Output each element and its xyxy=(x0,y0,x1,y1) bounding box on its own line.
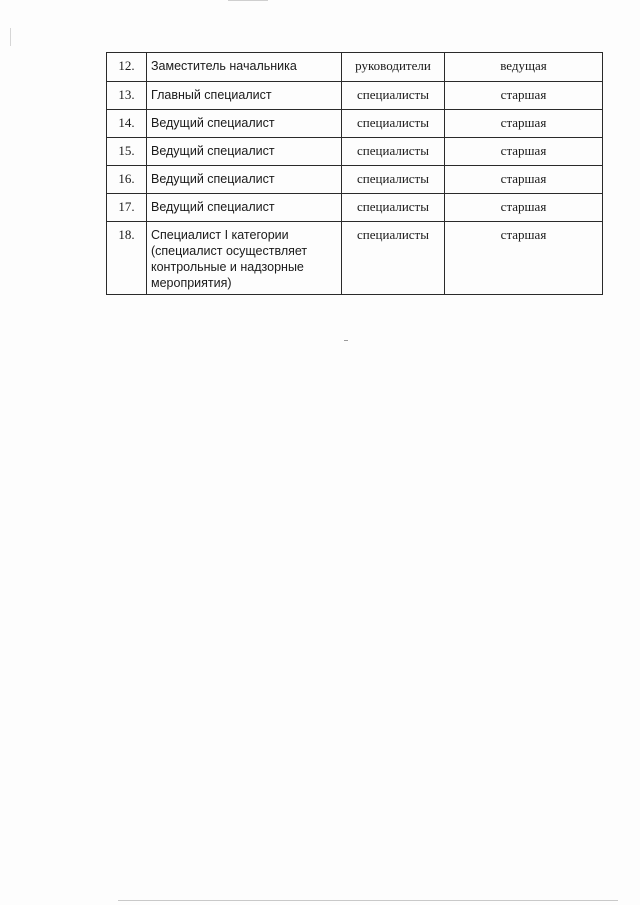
position-title: Главный специалист xyxy=(147,82,342,110)
row-number: 17. xyxy=(107,194,147,222)
row-number: 13. xyxy=(107,82,147,110)
position-group: специалисты xyxy=(342,110,445,138)
position-category: старшая xyxy=(445,194,603,222)
scan-artifact xyxy=(118,900,618,901)
row-number: 15. xyxy=(107,138,147,166)
row-number: 18. xyxy=(107,222,147,295)
table-row xyxy=(107,222,603,295)
position-title: Ведущий специалист xyxy=(147,194,342,222)
position-title: Ведущий специалист xyxy=(147,138,342,166)
table-row xyxy=(107,82,603,110)
position-group: специалисты xyxy=(342,166,445,194)
table-row xyxy=(107,138,603,166)
table-row xyxy=(107,166,603,194)
position-title: Заместитель начальника xyxy=(147,53,342,82)
position-title: Ведущий специалист xyxy=(147,166,342,194)
position-group: специалисты xyxy=(342,222,445,295)
scan-artifact xyxy=(344,340,348,341)
position-title: Специалист I категории (специалист осуществляет контрольные и надзорные мероприятия) xyxy=(147,222,342,295)
table-row xyxy=(107,110,603,138)
position-group: специалисты xyxy=(342,138,445,166)
position-category: старшая xyxy=(445,110,603,138)
row-number: 16. xyxy=(107,166,147,194)
table-row xyxy=(107,194,603,222)
table-row xyxy=(107,53,603,82)
position-category: старшая xyxy=(445,166,603,194)
position-category: старшая xyxy=(445,82,603,110)
position-title: Ведущий специалист xyxy=(147,110,342,138)
row-number: 12. xyxy=(107,53,147,82)
position-category: ведущая xyxy=(445,53,603,82)
positions-table xyxy=(106,52,603,295)
scan-artifact xyxy=(10,28,11,46)
position-group: специалисты xyxy=(342,82,445,110)
position-category: старшая xyxy=(445,138,603,166)
scan-artifact xyxy=(228,0,268,1)
position-group: руководители xyxy=(342,53,445,82)
row-number: 14. xyxy=(107,110,147,138)
position-category: старшая xyxy=(445,222,603,295)
position-group: специалисты xyxy=(342,194,445,222)
